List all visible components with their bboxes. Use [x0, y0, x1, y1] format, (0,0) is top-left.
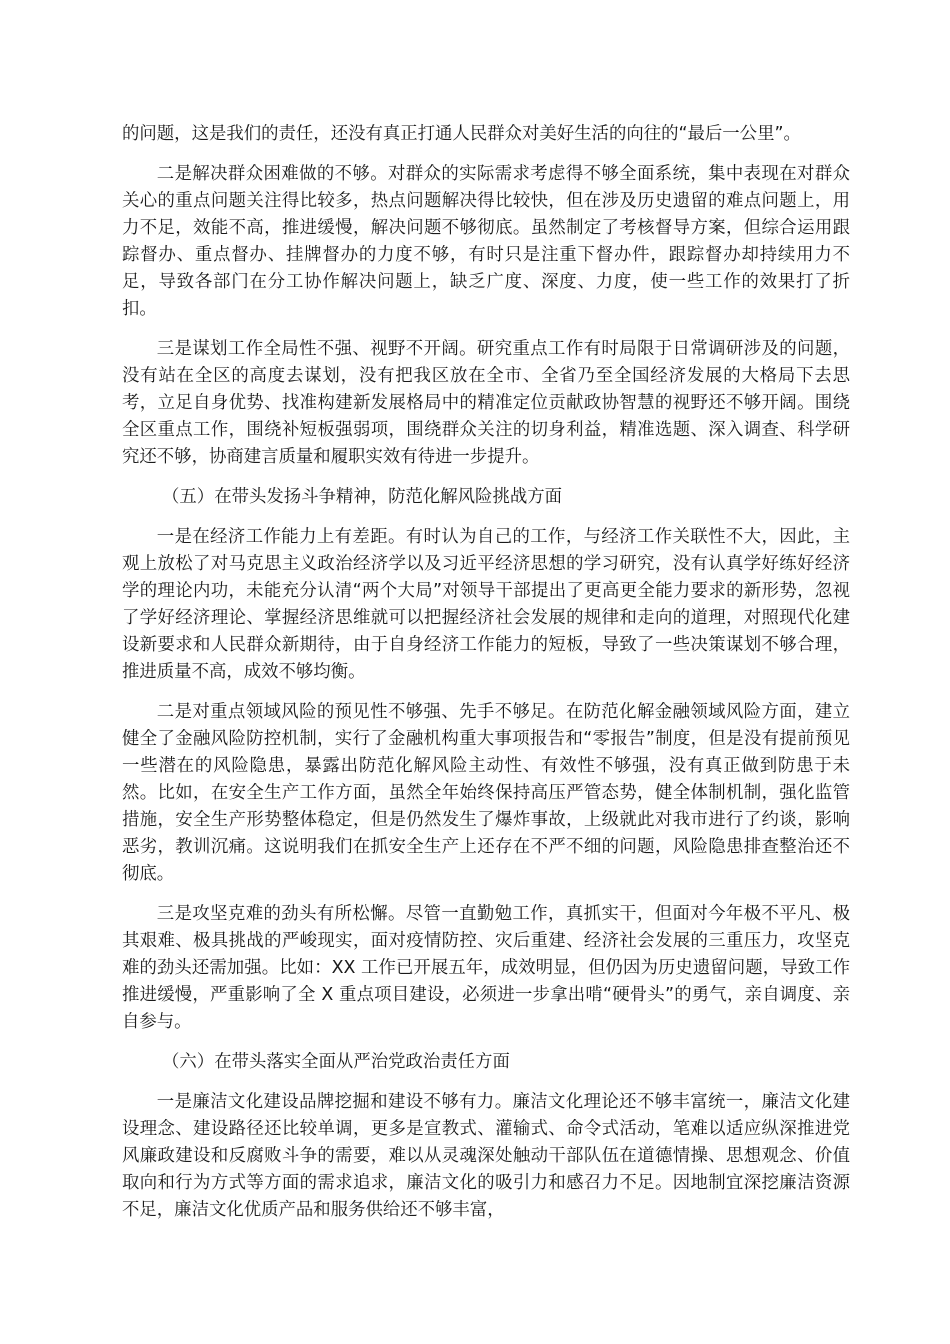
section-heading-6: （六）在带头落实全面从严治党政治责任方面	[162, 1052, 510, 1072]
paragraph-section5-item-3: 三是攻坚克难的劲头有所松懈。尽管一直勤勉工作，真抓实干，但面对今年极不平凡、极其艰难、极具挑战的严峻现实，面对疫情防控、灾后重建、经济社会发展的三重压力，攻坚克难的劲头还需加强。比如：XX 工作已开展五年，成效明显，但仍因为历史遗留问题，导致工作推进缓慢，严重影响了全 X 重点项目建设，必须进一步拿出啃“硬骨头”的勇气，亲自调度、亲自参与。	[122, 904, 850, 1032]
paragraph-section5-item-2: 二是对重点领域风险的预见性不够强、先手不够足。在防范化解金融领域风险方面，建立健全了金融风险防控机制，实行了金融机构重大事项报告和“零报告”制度，但是没有提前预见一些潜在的风险隐患，暴露出防范化解风险主动性、有效性不够强，没有真正做到防患于未然。比如，在安全生产工作方面，虽然全年始终保持高压严管态势，健全体制机制，强化监管措施，安全生产形势整体稳定，但是仍然发生了爆炸事故，上级就此对我市进行了约谈，影响恶劣，教训沉痛。这说明我们在抓安全生产上还存在不严不细的问题，风险隐患排查整治还不彻底。	[122, 702, 850, 884]
document-page	[122, 121, 850, 1237]
paragraph-problem-2: 二是解决群众困难做的不够。对群众的实际需求考虑得不够全面系统，集中表现在对群众关心的重点问题关注得比较多，热点问题解决得比较快，但在涉及历史遗留的难点问题上，用力不足，效能不高，推进缓慢，解决问题不够彻底。虽然制定了考核督导方案，但综合运用跟踪督办、重点督办、挂牌督办的力度不够，有时只是注重下督办件，跟踪督办却持续用力不足，导致各部门在分工协作解决问题上，缺乏广度、深度、力度，使一些工作的效果打了折扣。	[122, 164, 850, 319]
section-heading-5: （五）在带头发扬斗争精神，防范化解风险挑战方面	[162, 487, 563, 507]
paragraph-section5-item-1: 一是在经济工作能力上有差距。有时认为自己的工作，与经济工作关联性不大，因此，主观上放松了对马克思主义政治经济学以及习近平经济思想的学习研究，没有认真学好练好经济学的理论内功，未能充分认清“两个大局”对领导干部提出了更高更全能力要求的新形势，忽视了学好经济理论、掌握经济思维就可以把握经济社会发展的规律和走向的道理，对照现代化建设新要求和人民群众新期待，由于自身经济工作能力的短板，导致了一些决策谋划不够合理，推进质量不高，成效不够均衡。	[122, 527, 850, 682]
paragraph-section6-item-1: 一是廉洁文化建设品牌挖掘和建设不够有力。廉洁文化理论还不够丰富统一，廉洁文化建设理念、建设路径还比较单调，更多是宣教式、灌输式、命令式活动，笔难以适应纵深推进党风廉政建设和反腐败斗争的需要，难以从灵魂深处触动干部队伍在道德情操、思想观念、价值取向和行为方式等方面的需求追求，廉洁文化的吸引力和感召力不足。因地制宜深挖廉洁资源不足，廉洁文化优质产品和服务供给还不够丰富，	[122, 1092, 850, 1220]
paragraph-continuation: 的问题，这是我们的责任，还没有真正打通人民群众对美好生活的向往的“最后一公里”。	[122, 124, 801, 144]
paragraph-problem-3: 三是谋划工作全局性不强、视野不开阔。研究重点工作有时局限于日常调研涉及的问题，没有站在全区的高度去谋划，没有把我区放在全市、全省乃至全国经济发展的大格局下去思考，立足自身优势、找准构建新发展格局中的精准定位贡献政协智慧的视野还不够开阔。围绕全区重点工作，围绕补短板强弱项，围绕群众关注的切身利益，精准选题、深入调查、科学研究还不够，协商建言质量和履职实效有待进一步提升。	[122, 339, 850, 467]
